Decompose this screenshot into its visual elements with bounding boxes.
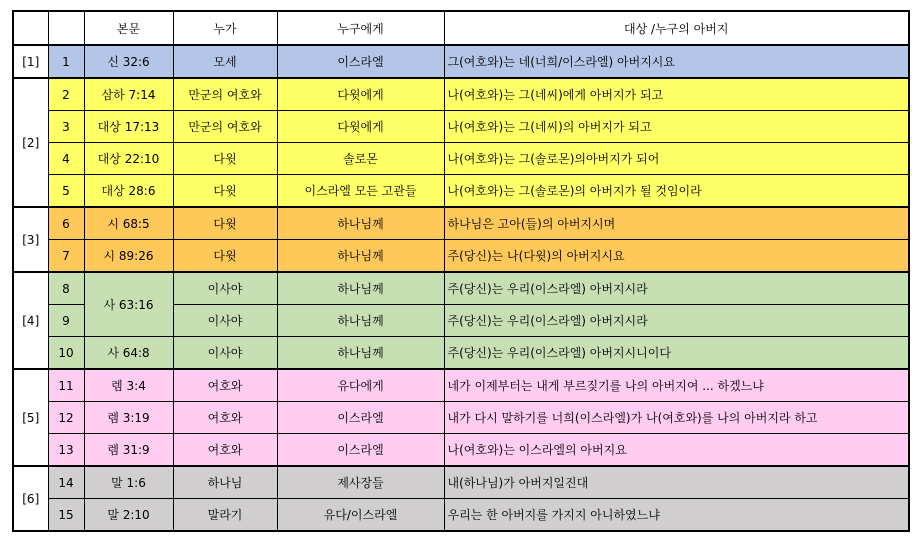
speaker: 여호와 bbox=[173, 369, 277, 402]
row-number: 5 bbox=[48, 175, 84, 208]
row-number: 8 bbox=[48, 272, 84, 305]
group-label: [6] bbox=[13, 466, 48, 531]
row-number: 9 bbox=[48, 305, 84, 337]
father-statement: 내(하나님)가 아버지일진대 bbox=[444, 466, 909, 499]
header-target-father: 대상 /누구의 아버지 bbox=[444, 11, 909, 45]
speaker: 모세 bbox=[173, 45, 277, 78]
addressee: 하나님께 bbox=[277, 337, 444, 370]
row-number: 1 bbox=[48, 45, 84, 78]
scripture-reference: 대상 28:6 bbox=[84, 175, 173, 208]
header-speaker: 누가 bbox=[173, 11, 277, 45]
group-label: [2] bbox=[13, 78, 48, 207]
father-statement: 주(당신)는 나(다윗)의 아버지시요 bbox=[444, 240, 909, 273]
scripture-reference: 시 89:26 bbox=[84, 240, 173, 273]
addressee: 유다/이스라엘 bbox=[277, 499, 444, 532]
row-number: 4 bbox=[48, 143, 84, 175]
father-statement: 나(여호와)는 그(솔로몬)의아버지가 되어 bbox=[444, 143, 909, 175]
table-row bbox=[13, 175, 909, 208]
header-row bbox=[13, 11, 909, 45]
table-row bbox=[13, 207, 909, 240]
table-row bbox=[13, 337, 909, 370]
table-row bbox=[13, 499, 909, 532]
father-statement: 나(여호와)는 그(네씨)의 아버지가 되고 bbox=[444, 111, 909, 143]
father-statement: 나(여호와)는 이스라엘의 아버지요 bbox=[444, 434, 909, 467]
row-number: 3 bbox=[48, 111, 84, 143]
scripture-reference: 신 32:6 bbox=[84, 45, 173, 78]
speaker: 다윗 bbox=[173, 175, 277, 208]
speaker: 다윗 bbox=[173, 143, 277, 175]
table-row bbox=[13, 111, 909, 143]
addressee: 하나님께 bbox=[277, 272, 444, 305]
scripture-reference: 렘 3:4 bbox=[84, 369, 173, 402]
addressee: 하나님께 bbox=[277, 240, 444, 273]
scripture-reference: 렘 3:19 bbox=[84, 402, 173, 434]
table-row bbox=[13, 402, 909, 434]
row-number: 13 bbox=[48, 434, 84, 467]
scripture-reference: 말 2:10 bbox=[84, 499, 173, 532]
group-4 bbox=[13, 272, 909, 369]
row-number: 12 bbox=[48, 402, 84, 434]
addressee: 하나님께 bbox=[277, 207, 444, 240]
father-statement: 네가 이제부터는 내게 부르짖기를 나의 아버지여 ... 하겠느냐 bbox=[444, 369, 909, 402]
scripture-reference: 사 64:8 bbox=[84, 337, 173, 370]
row-number: 11 bbox=[48, 369, 84, 402]
group-label: [3] bbox=[13, 207, 48, 272]
group-3 bbox=[13, 207, 909, 272]
addressee: 다윗에게 bbox=[277, 111, 444, 143]
scripture-reference: 렘 31:9 bbox=[84, 434, 173, 467]
header-reference: 본문 bbox=[84, 11, 173, 45]
table-row bbox=[13, 143, 909, 175]
group-label: [4] bbox=[13, 272, 48, 369]
father-statement: 내가 다시 말하기를 너희(이스라엘)가 나(여호와)를 나의 아버지라 하고 bbox=[444, 402, 909, 434]
father-statement: 주(당신)는 우리(이스라엘) 아버지시라 bbox=[444, 305, 909, 337]
speaker: 이사야 bbox=[173, 337, 277, 370]
group-5 bbox=[13, 369, 909, 466]
scripture-reference: 사 63:16 bbox=[84, 272, 173, 337]
addressee: 하나님께 bbox=[277, 305, 444, 337]
scripture-reference: 대상 22:10 bbox=[84, 143, 173, 175]
father-statement: 나(여호와)는 그(솔로몬)의 아버지가 될 것임이라 bbox=[444, 175, 909, 208]
table-row bbox=[13, 78, 909, 111]
father-statement: 나(여호와)는 그(네씨)에게 아버지가 되고 bbox=[444, 78, 909, 111]
speaker: 하나님 bbox=[173, 466, 277, 499]
speaker: 여호와 bbox=[173, 434, 277, 467]
scripture-reference: 시 68:5 bbox=[84, 207, 173, 240]
table-row bbox=[13, 434, 909, 467]
table-row bbox=[13, 45, 909, 78]
addressee: 이스라엘 bbox=[277, 434, 444, 467]
group-2 bbox=[13, 78, 909, 207]
father-statement: 우리는 한 아버지를 가지지 아니하였느냐 bbox=[444, 499, 909, 532]
addressee: 이스라엘 bbox=[277, 45, 444, 78]
speaker: 만군의 여호와 bbox=[173, 111, 277, 143]
group-1 bbox=[13, 45, 909, 78]
addressee: 제사장들 bbox=[277, 466, 444, 499]
scripture-reference: 대상 17:13 bbox=[84, 111, 173, 143]
father-statement: 그(여호와)는 네(너희/이스라엘) 아버지시요 bbox=[444, 45, 909, 78]
row-number: 14 bbox=[48, 466, 84, 499]
group-6 bbox=[13, 466, 909, 531]
speaker: 다윗 bbox=[173, 207, 277, 240]
addressee: 유다에게 bbox=[277, 369, 444, 402]
speaker: 다윗 bbox=[173, 240, 277, 273]
row-number: 10 bbox=[48, 337, 84, 370]
table-row bbox=[13, 466, 909, 499]
row-number: 7 bbox=[48, 240, 84, 273]
scripture-reference: 삼하 7:14 bbox=[84, 78, 173, 111]
addressee: 다윗에게 bbox=[277, 78, 444, 111]
group-label: [5] bbox=[13, 369, 48, 466]
table-row bbox=[13, 272, 909, 305]
speaker: 여호와 bbox=[173, 402, 277, 434]
header-group bbox=[13, 11, 48, 45]
row-number: 15 bbox=[48, 499, 84, 532]
father-statement: 주(당신)는 우리(이스라엘) 아버지시라 bbox=[444, 272, 909, 305]
addressee: 솔로몬 bbox=[277, 143, 444, 175]
table-row bbox=[13, 240, 909, 273]
father-references-table bbox=[12, 10, 910, 532]
scripture-reference: 말 1:6 bbox=[84, 466, 173, 499]
row-number: 2 bbox=[48, 78, 84, 111]
speaker: 만군의 여호와 bbox=[173, 78, 277, 111]
speaker: 이사야 bbox=[173, 305, 277, 337]
header-addressee: 누구에게 bbox=[277, 11, 444, 45]
row-number: 6 bbox=[48, 207, 84, 240]
addressee: 이스라엘 bbox=[277, 402, 444, 434]
father-statement: 주(당신)는 우리(이스라엘) 아버지시니이다 bbox=[444, 337, 909, 370]
header-number bbox=[48, 11, 84, 45]
speaker: 이사야 bbox=[173, 272, 277, 305]
speaker: 말라기 bbox=[173, 499, 277, 532]
addressee: 이스라엘 모든 고관들 bbox=[277, 175, 444, 208]
father-statement: 하나님은 고아(들)의 아버지시며 bbox=[444, 207, 909, 240]
group-label: [1] bbox=[13, 45, 48, 78]
table-row bbox=[13, 369, 909, 402]
